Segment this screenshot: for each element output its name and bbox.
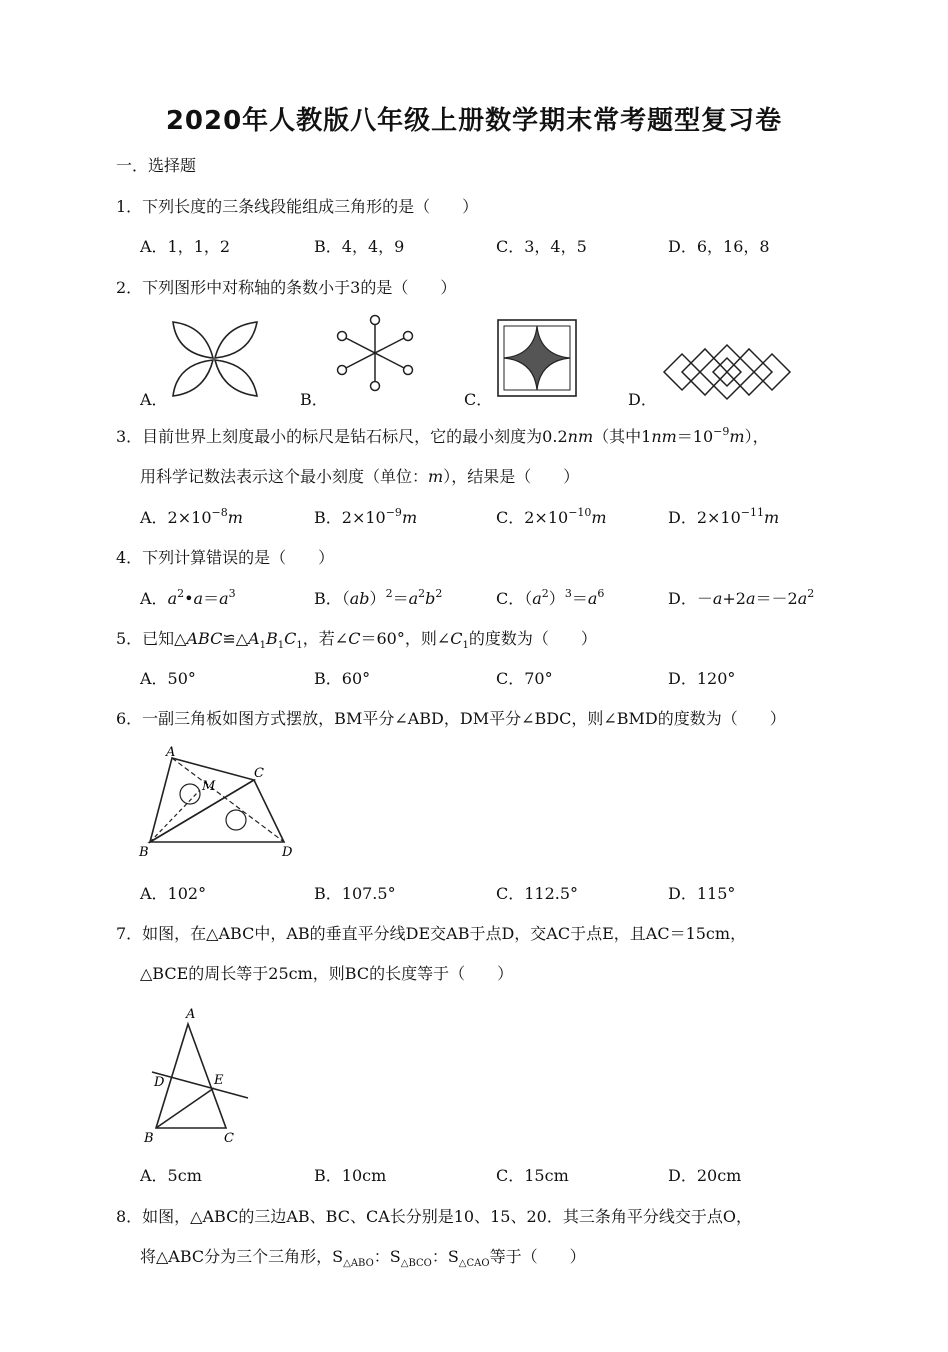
q4-option-b[interactable]: B．$(ab)^2=a^2b^2$ (314, 587, 443, 608)
question-4-stem: 4．下列计算错误的是（ ） (116, 548, 335, 567)
label-d: D (154, 1075, 165, 1090)
section-heading: 一．选择题 (116, 156, 197, 175)
q7-option-c[interactable]: C．15cm (496, 1166, 569, 1185)
q5-option-d[interactable]: D．120° (668, 669, 736, 688)
label-b: B (144, 1131, 154, 1146)
q7-option-b[interactable]: B．10cm (314, 1166, 387, 1185)
q3-option-b[interactable]: B．$2\times 10^{-9}m$ (314, 506, 418, 527)
figure-chinese-knot (660, 336, 794, 408)
q1-option-a[interactable]: A．1，1，2 (140, 237, 231, 256)
q3-option-d[interactable]: D．$2\times 10^{-11}m$ (668, 506, 780, 527)
q5-option-b[interactable]: B．60° (314, 669, 371, 688)
q5-option-c[interactable]: C．70° (496, 669, 553, 688)
q2-option-b[interactable]: B． (300, 390, 328, 409)
question-7-stem-line1: 7．如图，在△ABC中，AB的垂直平分线DE交AB于点D，交AC于点E，且AC＝15cm， (116, 924, 747, 943)
q2-option-c[interactable]: C． (464, 390, 493, 409)
q6-option-c[interactable]: C．112.5° (496, 884, 579, 903)
label-e: E (214, 1073, 224, 1088)
label-a: A (166, 745, 176, 760)
figure-square-with-curved-star (496, 318, 578, 398)
figure-triangle-perpendicular-bisector (140, 1004, 254, 1148)
label-c: C (224, 1131, 234, 1146)
question-5-stem: 5．已知$\triangle ABC≌\triangle A_1B_1C_1$，若∠C＝60°，则$\angle C_1$的度数为（ ） (116, 629, 597, 651)
question-3-stem-line1: 3．目前世界上刻度最小的标尺是钻石标尺，它的最小刻度为0.2nm（其中$1nm=10^{-9}m$）， (116, 425, 769, 446)
figure-four-petal-flower (165, 318, 265, 400)
q4-option-d[interactable]: D．$-a+2a=-2a^2$ (668, 587, 815, 608)
page-title: 2020年人教版八年级上册数学期末常考题型复习卷 (165, 106, 783, 136)
question-8-stem-line2: 将△ABC分为三个三角形，$S_{\triangle ABO}$：$S_{\triangle BCO}$：$S_{\triangle CAO}$等于（ ） (140, 1247, 586, 1269)
q4-option-a[interactable]: A．$a^2•a=a^3$ (140, 587, 236, 608)
q2-option-d[interactable]: D． (628, 390, 657, 409)
q6-option-b[interactable]: B．107.5° (314, 884, 396, 903)
label-a: A (186, 1007, 196, 1022)
q3-option-a[interactable]: A．$2\times 10^{-8}m$ (140, 506, 243, 527)
figure-triangle-set (136, 744, 302, 862)
q5-option-a[interactable]: A．50° (140, 669, 196, 688)
q6-option-a[interactable]: A．102° (140, 884, 207, 903)
q7-option-a[interactable]: A．5cm (140, 1166, 202, 1185)
figure-six-spoke-star (330, 312, 420, 394)
question-8-stem-line1: 8．如图，△ABC的三边AB、BC、CA长分别是10、15、20．其三条角平分线交于点O， (116, 1207, 752, 1226)
question-6-stem: 6．一副三角板如图方式摆放，BM平分∠ABD，DM平分∠BDC，则∠BMD的度数为（ ） (116, 709, 786, 728)
label-d: D (282, 845, 293, 860)
q1-option-b[interactable]: B．4，4，9 (314, 237, 405, 256)
question-3-stem-line2: 用科学记数法表示这个最小刻度（单位：m），结果是（ ） (140, 467, 580, 486)
question-7-stem-line2: △BCE的周长等于25cm，则BC的长度等于（ ） (140, 964, 514, 983)
q4-option-c[interactable]: C．$(a^2)^3=a^6$ (496, 587, 605, 608)
question-2-stem: 2．下列图形中对称轴的条数小于3的是（ ） (116, 278, 457, 297)
question-1-stem: 1．下列长度的三条线段能组成三角形的是（ ） (116, 197, 479, 216)
q7-option-d[interactable]: D．20cm (668, 1166, 742, 1185)
label-m: M (202, 779, 216, 794)
label-c: C (254, 766, 264, 781)
q6-option-d[interactable]: D．115° (668, 884, 736, 903)
label-b: B (139, 845, 149, 860)
q1-option-d[interactable]: D．6，16，8 (668, 237, 770, 256)
q3-option-c[interactable]: C．$2\times 10^{-10}m$ (496, 506, 607, 527)
q2-option-a[interactable]: A． (140, 390, 168, 409)
q1-option-c[interactable]: C．3，4，5 (496, 237, 587, 256)
